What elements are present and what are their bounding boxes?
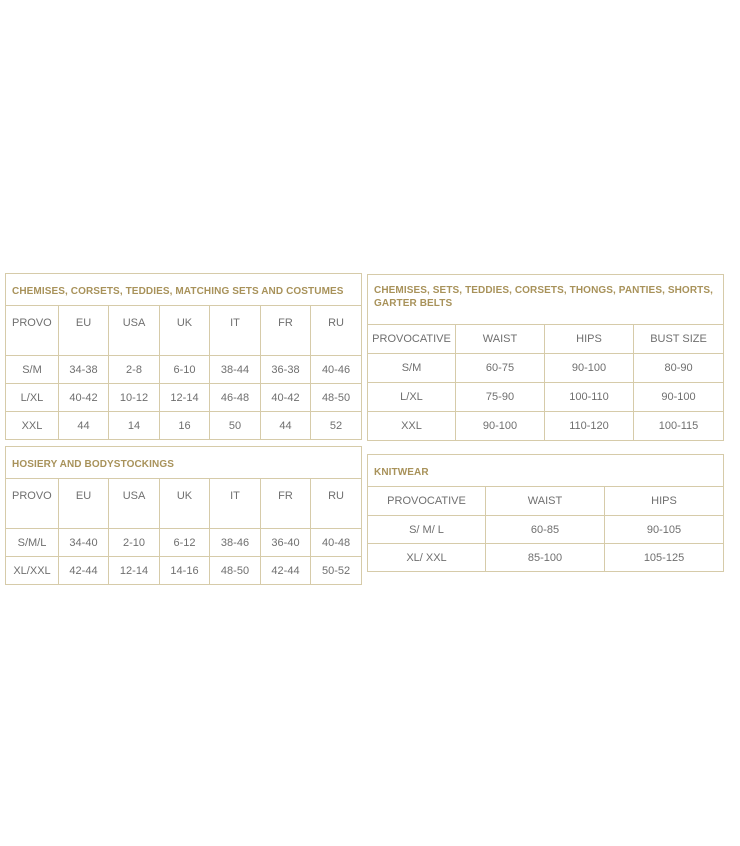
table-title: HOSIERY AND BODYSTOCKINGS [6,447,362,479]
table-cell: 6-12 [160,529,210,557]
table-cell: 90-100 [456,412,545,441]
table-cell: 40-48 [311,529,362,557]
table-cell: 48-50 [210,557,261,585]
column-header: UK [160,306,210,356]
column-header: RU [311,479,362,529]
table-row [6,356,362,384]
column-header: FR [261,479,311,529]
table-row [368,354,724,383]
table-cell: 14 [109,412,160,440]
table-cell: 46-48 [210,384,261,412]
table-title: CHEMISES, SETS, TEDDIES, CORSETS, THONGS, PANTIES, SHORTS, GARTER BELTS [368,275,724,325]
table-cell: 40-42 [261,384,311,412]
table-cell: 10-12 [109,384,160,412]
column-header: WAIST [486,487,605,516]
column-header: WAIST [456,325,545,354]
table-cell: 50 [210,412,261,440]
table-title: CHEMISES, CORSETS, TEDDIES, MATCHING SETS AND COSTUMES [6,274,362,306]
table-cell: 60-75 [456,354,545,383]
column-header: IT [210,306,261,356]
size-table-knitwear [367,454,724,572]
table-cell: 12-14 [109,557,160,585]
table-row [6,557,362,585]
table-cell: L/XL [368,383,456,412]
table-cell: 48-50 [311,384,362,412]
size-table-chemises-corsets [5,273,362,440]
table-cell: 40-46 [311,356,362,384]
column-header: EU [59,479,109,529]
table-cell: 34-40 [59,529,109,557]
table-cell: S/M/L [6,529,59,557]
table-cell: 2-8 [109,356,160,384]
table-row [6,529,362,557]
column-header: UK [160,479,210,529]
table-cell: 52 [311,412,362,440]
table-cell: 90-105 [605,516,724,544]
table-cell: S/M [6,356,59,384]
table-cell: 42-44 [261,557,311,585]
table-cell: XXL [368,412,456,441]
table-cell: 34-38 [59,356,109,384]
column-header: PROVOCATIVE [368,487,486,516]
column-header: USA [109,306,160,356]
table-cell: 36-38 [261,356,311,384]
table-cell: 110-120 [545,412,634,441]
table-cell: 44 [261,412,311,440]
table-cell: 14-16 [160,557,210,585]
table-row [6,412,362,440]
column-header: HIPS [545,325,634,354]
table-cell: 40-42 [59,384,109,412]
column-header: IT [210,479,261,529]
table-cell: S/M [368,354,456,383]
column-header: EU [59,306,109,356]
table-cell: 100-115 [634,412,724,441]
table-cell: XXL [6,412,59,440]
table-cell: 85-100 [486,544,605,572]
column-header: FR [261,306,311,356]
table-cell: 6-10 [160,356,210,384]
table-row [368,516,724,544]
table-cell: XL/XXL [6,557,59,585]
table-cell: 42-44 [59,557,109,585]
table-cell: S/ M/ L [368,516,486,544]
table-cell: 100-110 [545,383,634,412]
table-row [368,412,724,441]
table-cell: 44 [59,412,109,440]
table-row [6,384,362,412]
table-title: KNITWEAR [368,455,724,487]
table-cell: 105-125 [605,544,724,572]
column-header: BUST SIZE [634,325,724,354]
table-cell: 12-14 [160,384,210,412]
column-header: HIPS [605,487,724,516]
table-row [368,544,724,572]
table-cell: 50-52 [311,557,362,585]
table-cell: XL/ XXL [368,544,486,572]
table-cell: 2-10 [109,529,160,557]
table-cell: 36-40 [261,529,311,557]
table-cell: 80-90 [634,354,724,383]
column-header: PROVOCATIVE [368,325,456,354]
table-cell: L/XL [6,384,59,412]
table-cell: 38-46 [210,529,261,557]
column-header: PROVO [6,306,59,356]
column-header: RU [311,306,362,356]
size-table-chemises-sets-thongs [367,274,724,441]
table-cell: 90-100 [545,354,634,383]
column-header: PROVO [6,479,59,529]
table-cell: 38-44 [210,356,261,384]
table-cell: 90-100 [634,383,724,412]
table-cell: 16 [160,412,210,440]
table-cell: 60-85 [486,516,605,544]
table-cell: 75-90 [456,383,545,412]
table-row [368,383,724,412]
column-header: USA [109,479,160,529]
size-table-hosiery [5,446,362,585]
